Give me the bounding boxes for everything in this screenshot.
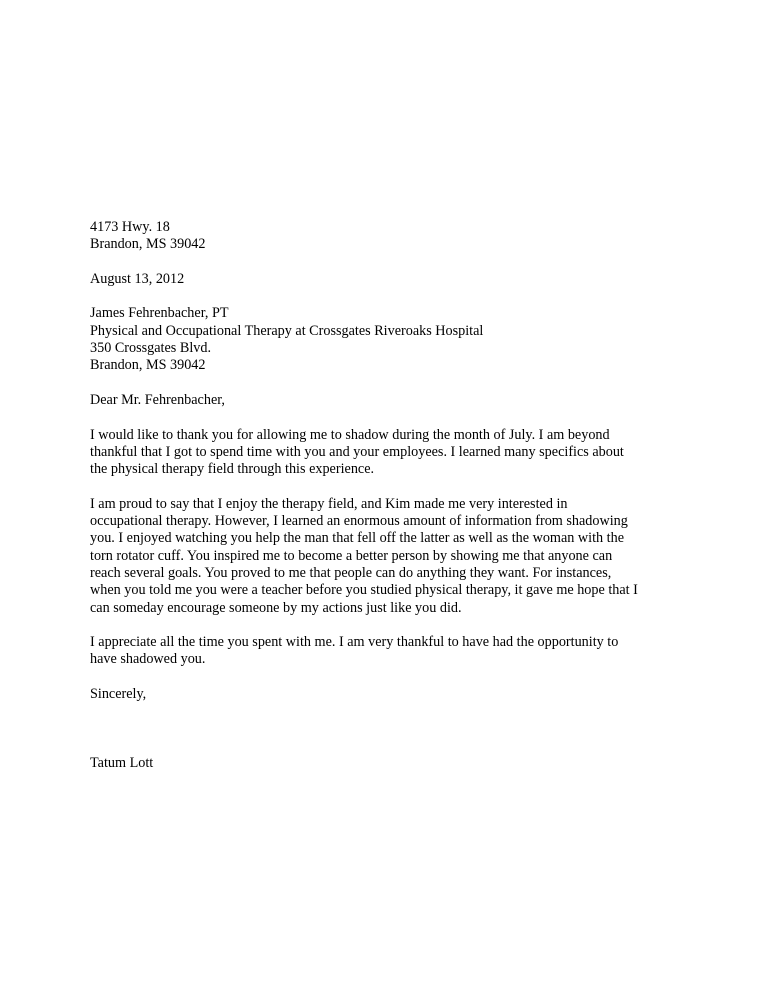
sender-address bbox=[90, 219, 690, 254]
paragraph-line: I would like to thank you for allowing me to shadow during the month of July. I am beyond bbox=[90, 426, 610, 443]
paragraph-1 bbox=[90, 427, 690, 479]
signature-name: Tatum Lott bbox=[90, 755, 154, 772]
letter-date bbox=[90, 271, 690, 288]
paragraph-2 bbox=[90, 496, 690, 617]
letter-body bbox=[90, 219, 690, 773]
paragraph-line: I am proud to say that I enjoy the therapy field, and Kim made me very interested in bbox=[90, 495, 568, 512]
paragraph-line: you. I enjoyed watching you help the man that fell off the latter as well as the woman with the bbox=[90, 530, 624, 547]
paragraph-line: occupational therapy. However, I learned an enormous amount of information from shadowing bbox=[90, 513, 628, 530]
sender-address-line: 4173 Hwy. 18 bbox=[90, 219, 170, 235]
paragraph-line: thankful that I got to spend time with you and your employees. I learned many specifics about bbox=[90, 443, 624, 460]
date-text: August 13, 2012 bbox=[90, 270, 185, 287]
paragraph-line: can someday encourage someone by my actions just like you did. bbox=[90, 599, 462, 616]
paragraph-line: have shadowed you. bbox=[90, 651, 206, 668]
paragraph-line: when you told me you were a teacher before you studied physical therapy, it gave me hope that I bbox=[90, 582, 638, 599]
paragraph-line: I appreciate all the time you spent with me. I am very thankful to have had the opportunity to bbox=[90, 634, 619, 651]
paragraph-line: reach several goals. You proved to me that people can do anything they want. For instances, bbox=[90, 564, 612, 581]
recipient-line: Physical and Occupational Therapy at Crossgates Riveroaks Hospital bbox=[90, 322, 484, 339]
salutation bbox=[90, 392, 690, 409]
closing bbox=[90, 686, 690, 703]
paragraph-line: the physical therapy field through this experience. bbox=[90, 461, 375, 478]
salutation-text: Dear Mr. Fehrenbacher, bbox=[90, 391, 225, 408]
paragraph-line: torn rotator cuff. You inspired me to become a better person by showing me that anyone can bbox=[90, 547, 613, 564]
recipient-line: 350 Crossgates Blvd. bbox=[90, 340, 211, 357]
recipient-line: James Fehrenbacher, PT bbox=[90, 305, 229, 322]
recipient-line: Brandon, MS 39042 bbox=[90, 357, 206, 374]
paragraph-3 bbox=[90, 634, 690, 669]
closing-text: Sincerely, bbox=[90, 686, 147, 703]
sender-address-line: Brandon, MS 39042 bbox=[90, 236, 206, 253]
signature bbox=[90, 755, 690, 772]
recipient-address bbox=[90, 305, 690, 374]
